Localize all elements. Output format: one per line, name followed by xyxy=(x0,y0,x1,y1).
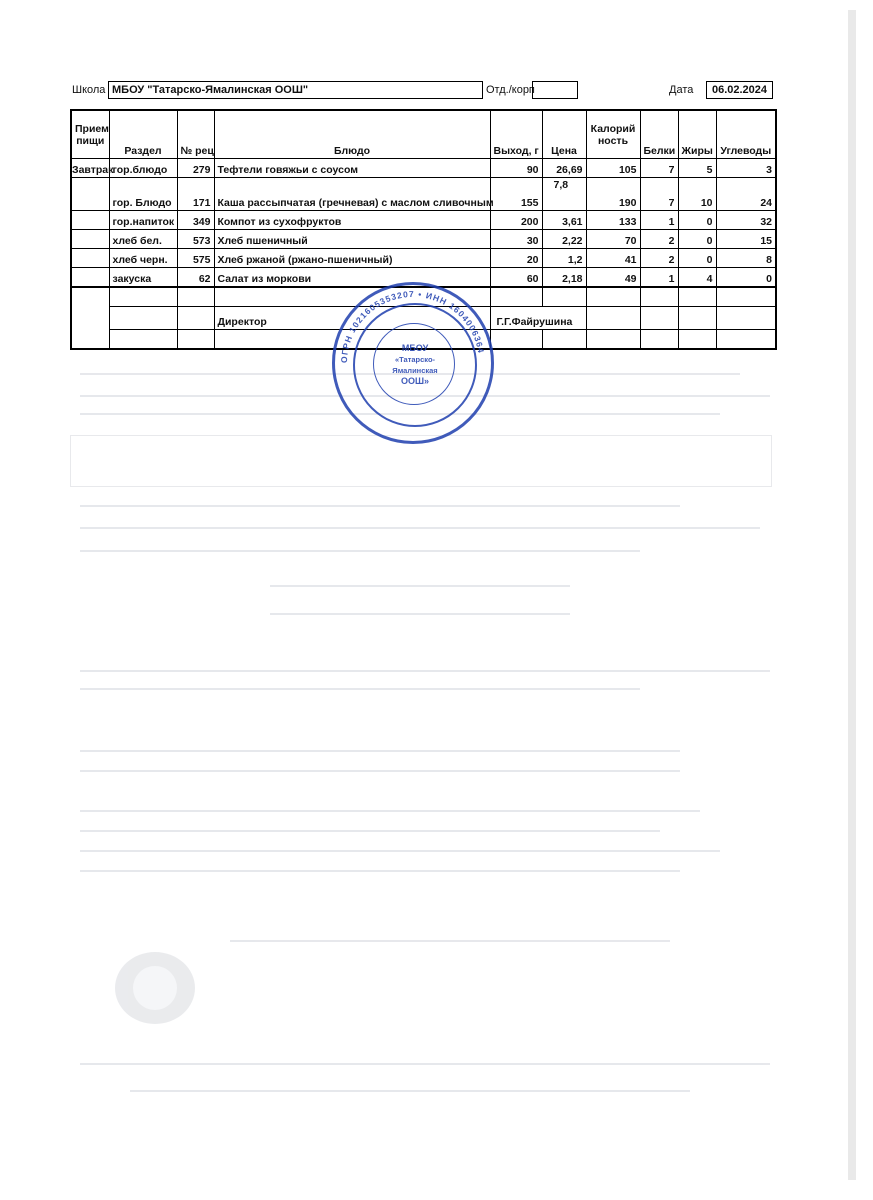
section-cell: хлеб бел. xyxy=(109,230,177,249)
calories-cell: 70 xyxy=(586,230,640,249)
dish-cell: Компот из сухофруктов xyxy=(214,211,490,230)
director-name: Г.Г.Файрушина xyxy=(490,307,586,330)
empty-cell xyxy=(716,287,776,307)
fat-cell: 0 xyxy=(678,211,716,230)
fat-cell: 10 xyxy=(678,178,716,211)
recipe-cell: 279 xyxy=(177,159,214,178)
empty-cell xyxy=(177,307,214,330)
recipe-cell: 349 xyxy=(177,211,214,230)
empty-cell xyxy=(678,330,716,350)
price-cell xyxy=(542,178,586,211)
empty-cell xyxy=(109,287,177,307)
carbs-cell: 32 xyxy=(716,211,776,230)
protein-cell: 7 xyxy=(640,178,678,211)
empty-cell xyxy=(542,330,586,350)
price-cell: 3,61 xyxy=(542,211,586,230)
weight-cell: 30 xyxy=(490,230,542,249)
carbs-cell: 0 xyxy=(716,268,776,288)
price-value: 7,8 xyxy=(553,179,569,191)
section-cell: гор.блюдо xyxy=(109,159,177,178)
empty-cell xyxy=(177,287,214,307)
carbs-cell: 15 xyxy=(716,230,776,249)
recipe-cell: 575 xyxy=(177,249,214,268)
section-cell: гор.напиток xyxy=(109,211,177,230)
dish-cell: Салат из моркови xyxy=(214,268,490,288)
col-header-protein: Белки xyxy=(640,110,678,159)
svg-text:ОГРН 1021605353207 • ИНН 16040: ОГРН 1021605353207 • ИНН 1604006364 xyxy=(338,288,487,364)
document-header xyxy=(70,81,775,101)
price-cell: 26,69 xyxy=(542,159,586,178)
recipe-cell: 573 xyxy=(177,230,214,249)
page-edge xyxy=(848,10,856,1180)
dish-cell: Каша рассыпчатая (гречневая) с маслом сливочным xyxy=(214,178,490,211)
table-row xyxy=(71,159,776,178)
price-cell: 2,18 xyxy=(542,268,586,288)
fat-cell: 0 xyxy=(678,249,716,268)
meal-cell xyxy=(71,249,109,268)
calories-cell: 41 xyxy=(586,249,640,268)
weight-cell: 20 xyxy=(490,249,542,268)
empty-cell xyxy=(640,287,678,307)
empty-cell xyxy=(71,287,109,349)
empty-cell xyxy=(542,287,586,307)
date-field: 06.02.2024 xyxy=(706,81,773,99)
empty-cell xyxy=(586,330,640,350)
section-cell: гор. Блюдо xyxy=(109,178,177,211)
date-label: Дата xyxy=(669,84,694,96)
recipe-cell: 62 xyxy=(177,268,214,288)
meal-cell xyxy=(71,230,109,249)
protein-cell: 7 xyxy=(640,159,678,178)
fat-cell: 4 xyxy=(678,268,716,288)
carbs-cell: 8 xyxy=(716,249,776,268)
protein-cell: 2 xyxy=(640,230,678,249)
col-header-dish: Блюдо xyxy=(214,110,490,159)
dish-cell: Хлеб ржаной (ржано-пшеничный) xyxy=(214,249,490,268)
price-cell: 2,22 xyxy=(542,230,586,249)
col-header-recipe: № рец xyxy=(177,110,214,159)
table-header-row xyxy=(71,110,776,159)
section-cell: закуска xyxy=(109,268,177,288)
calories-cell: 190 xyxy=(586,178,640,211)
calories-cell: 133 xyxy=(586,211,640,230)
stamp-inner-text: МБОУ «Татарско-Ямалинская ООШ» xyxy=(392,343,438,386)
dish-cell: Хлеб пшеничный xyxy=(214,230,490,249)
table-row xyxy=(71,230,776,249)
carbs-cell: 3 xyxy=(716,159,776,178)
table-row xyxy=(71,249,776,268)
meal-cell xyxy=(71,211,109,230)
weight-cell: 200 xyxy=(490,211,542,230)
weight-cell: 155 xyxy=(490,178,542,211)
col-header-section: Раздел xyxy=(109,110,177,159)
ghost-logo xyxy=(115,952,195,1024)
col-header-price: Цена xyxy=(542,110,586,159)
empty-cell xyxy=(109,307,177,330)
carbs-cell: 24 xyxy=(716,178,776,211)
dish-cell: Тефтели говяжьи с соусом xyxy=(214,159,490,178)
empty-cell xyxy=(640,307,678,330)
protein-cell: 1 xyxy=(640,211,678,230)
section-cell: хлеб черн. xyxy=(109,249,177,268)
weight-cell: 60 xyxy=(490,268,542,288)
calories-cell: 49 xyxy=(586,268,640,288)
col-header-meal: Прием пищи xyxy=(71,110,109,159)
price-cell: 1,2 xyxy=(542,249,586,268)
empty-cell xyxy=(678,287,716,307)
empty-cell xyxy=(716,330,776,350)
weight-cell: 90 xyxy=(490,159,542,178)
col-header-carbs: Углеводы xyxy=(716,110,776,159)
empty-cell xyxy=(586,307,640,330)
empty-cell xyxy=(640,330,678,350)
protein-cell: 1 xyxy=(640,268,678,288)
dept-label: Отд./корп xyxy=(486,84,535,96)
col-header-calories: Калорий ность xyxy=(586,110,640,159)
col-header-fat: Жиры xyxy=(678,110,716,159)
fat-cell: 0 xyxy=(678,230,716,249)
empty-cell xyxy=(678,307,716,330)
table-row xyxy=(71,211,776,230)
school-stamp xyxy=(332,282,494,444)
table-row xyxy=(71,178,776,211)
protein-cell: 2 xyxy=(640,249,678,268)
empty-cell xyxy=(716,307,776,330)
dept-field xyxy=(532,81,578,99)
school-name-field: МБОУ "Татарско-Ямалинская ООШ" xyxy=(108,81,483,99)
school-label: Школа xyxy=(72,84,106,96)
fat-cell: 5 xyxy=(678,159,716,178)
empty-cell xyxy=(177,330,214,350)
empty-cell xyxy=(490,330,542,350)
meal-cell: Завтрак xyxy=(71,159,109,178)
recipe-cell: 171 xyxy=(177,178,214,211)
empty-cell xyxy=(109,330,177,350)
calories-cell: 105 xyxy=(586,159,640,178)
director-label: Директор xyxy=(214,307,490,330)
empty-cell xyxy=(586,287,640,307)
col-header-weight: Выход, г xyxy=(490,110,542,159)
meal-cell xyxy=(71,178,109,211)
bleed-through-certificate xyxy=(70,355,775,1130)
empty-cell xyxy=(490,287,542,307)
meal-cell xyxy=(71,268,109,288)
